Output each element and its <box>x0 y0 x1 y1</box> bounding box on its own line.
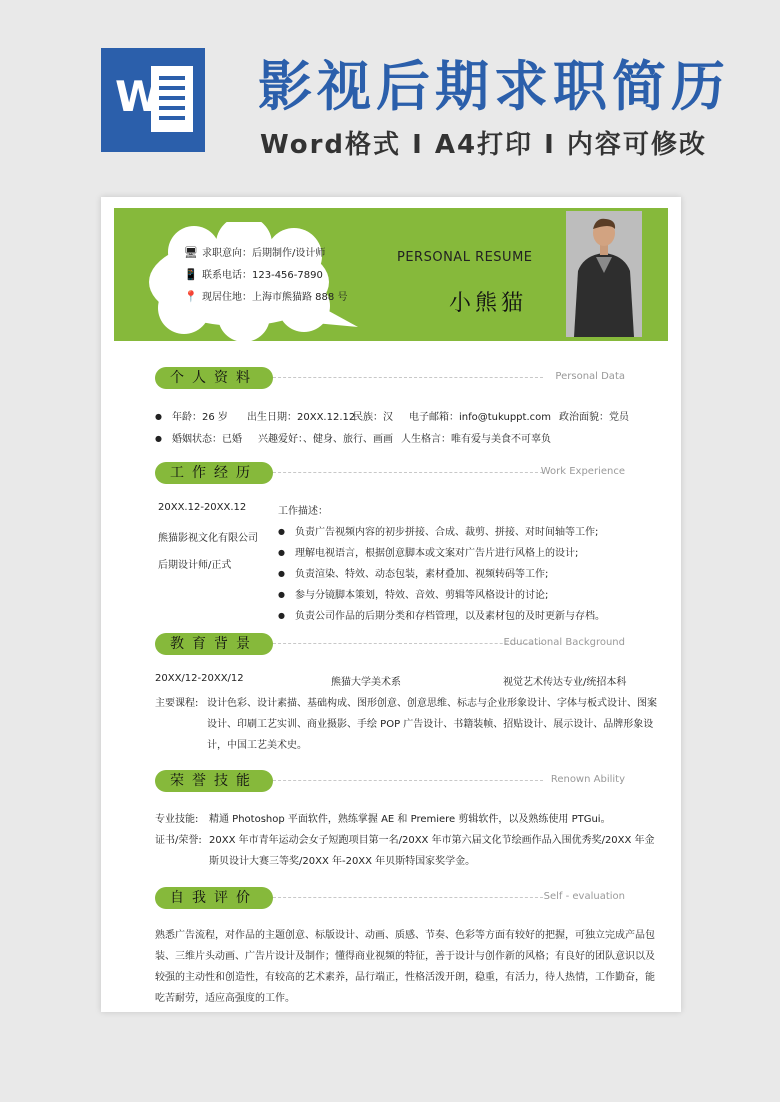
banner-title: 影视后期求职简历 <box>258 55 730 118</box>
work-company: 熊猫影视文化有限公司 <box>158 533 258 544</box>
age-field: ● 年龄：26 岁 <box>155 408 228 423</box>
section-title: 教育背景 <box>155 633 273 655</box>
banner <box>0 0 780 190</box>
section-honors <box>155 770 625 792</box>
work-position: 后期设计师/正式 <box>158 560 232 571</box>
courses-line: 设计、印刷工艺实训、商业摄影、手绘 POP 广告设计、书籍装帧、招贴设计、展示设计、品牌形象设 <box>207 719 654 730</box>
divider <box>273 377 543 378</box>
location-pin-icon: 📍 <box>184 290 198 303</box>
section-subtitle: Personal Data <box>555 371 625 382</box>
skills-label: 专业技能: <box>155 814 199 825</box>
section-subtitle: Work Experience <box>540 466 625 477</box>
resume-label: PERSONAL RESUME <box>397 250 533 265</box>
marital-field: ● 婚姻状态：已婚 <box>155 430 242 445</box>
section-self <box>155 887 625 909</box>
birthdate-field: 出生日期：20XX.12.12 <box>247 412 356 423</box>
edu-major: 视觉艺术传达专业/统招本科 <box>503 677 627 688</box>
self-line: 较强的主动性和创造性，有较高的艺术素养，品行端正，性格活泼开朗，稳重，有活力，待人热情，工作勤奋，能 <box>155 972 655 983</box>
list-item: ● 负责渲染、特效、动态包装，素材叠加、视频转码等工作; <box>278 565 548 580</box>
email-field: 电子邮箱：info@tukuppt.com <box>409 412 551 423</box>
motto-field: 人生格言：唯有爱与美食不可辜负 <box>401 434 551 445</box>
ethnicity-field: 民族：汉 <box>353 412 393 423</box>
banner-subtitle: Word格式 I A4打印 I 内容可修改 <box>260 130 707 160</box>
courses-label: 主要课程: <box>155 698 199 709</box>
edu-school: 熊猫大学美术系 <box>331 677 401 688</box>
logo-letter: W <box>115 72 162 121</box>
section-subtitle: Renown Ability <box>550 774 625 785</box>
section-title: 自我评价 <box>155 887 273 909</box>
section-title: 工作经历 <box>155 462 273 484</box>
list-item: ● 负责广告视频内容的初步拼接、合成、裁剪、拼接、对时间轴等工作; <box>278 523 598 538</box>
divider <box>273 472 543 473</box>
certs-line: 斯贝设计大赛三等奖/20XX 年-20XX 年贝斯特国家奖学金。 <box>209 856 476 867</box>
profile-photo <box>566 211 642 337</box>
courses-line: 计，中国工艺美术史。 <box>207 740 307 751</box>
word-logo-icon <box>101 48 205 152</box>
address-line: 📍 现居住地：上海市熊猫路 888 号 <box>184 290 348 303</box>
section-title: 个人资料 <box>155 367 273 389</box>
section-subtitle: Educational Background <box>503 637 625 648</box>
speech-bubble <box>144 222 359 342</box>
political-field: 政治面貌：党员 <box>559 412 629 423</box>
certs-label: 证书/荣誉: <box>155 835 202 846</box>
skills-text: 精通 Photoshop 平面软件，熟练掌握 AE 和 Premiere 剪辑软件，以及熟练使用 PTGui。 <box>209 814 611 825</box>
self-line: 熟悉广告流程，对作品的主题创意、标版设计、动画、质感、节奏、色彩等方面有较好的把握，可独立完成产品包 <box>155 930 655 941</box>
phone-line: 📱 联系电话：123-456-7890 <box>184 268 323 281</box>
work-period: 20XX.12-20XX.12 <box>158 502 247 513</box>
edu-period: 20XX/12-20XX/12 <box>155 673 244 684</box>
work-desc-title: 工作描述： <box>278 506 328 517</box>
section-work <box>155 462 625 484</box>
hobby-field: 兴趣爱好：、健身、旅行、画画 <box>258 434 393 445</box>
list-item: ● 理解电视语言，根据创意脚本或文案对广告片进行风格上的设计; <box>278 544 578 559</box>
job-intent-line: 🖥 求职意向：后期制作/设计师 <box>184 246 326 259</box>
self-line: 装、三维片头动画、广告片设计及制作；懂得商业视频的特征，善于设计与创作新的风格；有良好的团队意识以及 <box>155 951 655 962</box>
applicant-name: 小熊猫 <box>449 291 528 316</box>
phone-icon: 📱 <box>184 268 198 281</box>
list-item: ● 参与分镜脚本策划，特效、音效、剪辑等风格设计的讨论; <box>278 586 548 601</box>
divider <box>273 897 543 898</box>
list-item: ● 负责公司作品的后期分类和存档管理，以及素材包的及时更新与存档。 <box>278 607 605 622</box>
courses-line: 设计色彩、设计素描、基础构成、图形创意、创意思维、标志与企业形象设计、字体与板式设计、图案 <box>207 698 657 709</box>
section-personal <box>155 367 625 389</box>
divider <box>273 780 543 781</box>
resume-header <box>114 208 668 341</box>
section-education <box>155 633 625 655</box>
section-subtitle: Self - evaluation <box>543 891 625 902</box>
monitor-icon: 🖥 <box>184 246 198 259</box>
section-title: 荣誉技能 <box>155 770 273 792</box>
certs-line: 20XX 年市青年运动会女子短跑项目第一名/20XX 年市第六届文化节绘画作品入围优秀奖/20XX 年金 <box>209 835 655 846</box>
self-line: 吃苦耐劳，适应高强度的工作。 <box>155 993 295 1004</box>
resume-sheet <box>101 197 681 1012</box>
